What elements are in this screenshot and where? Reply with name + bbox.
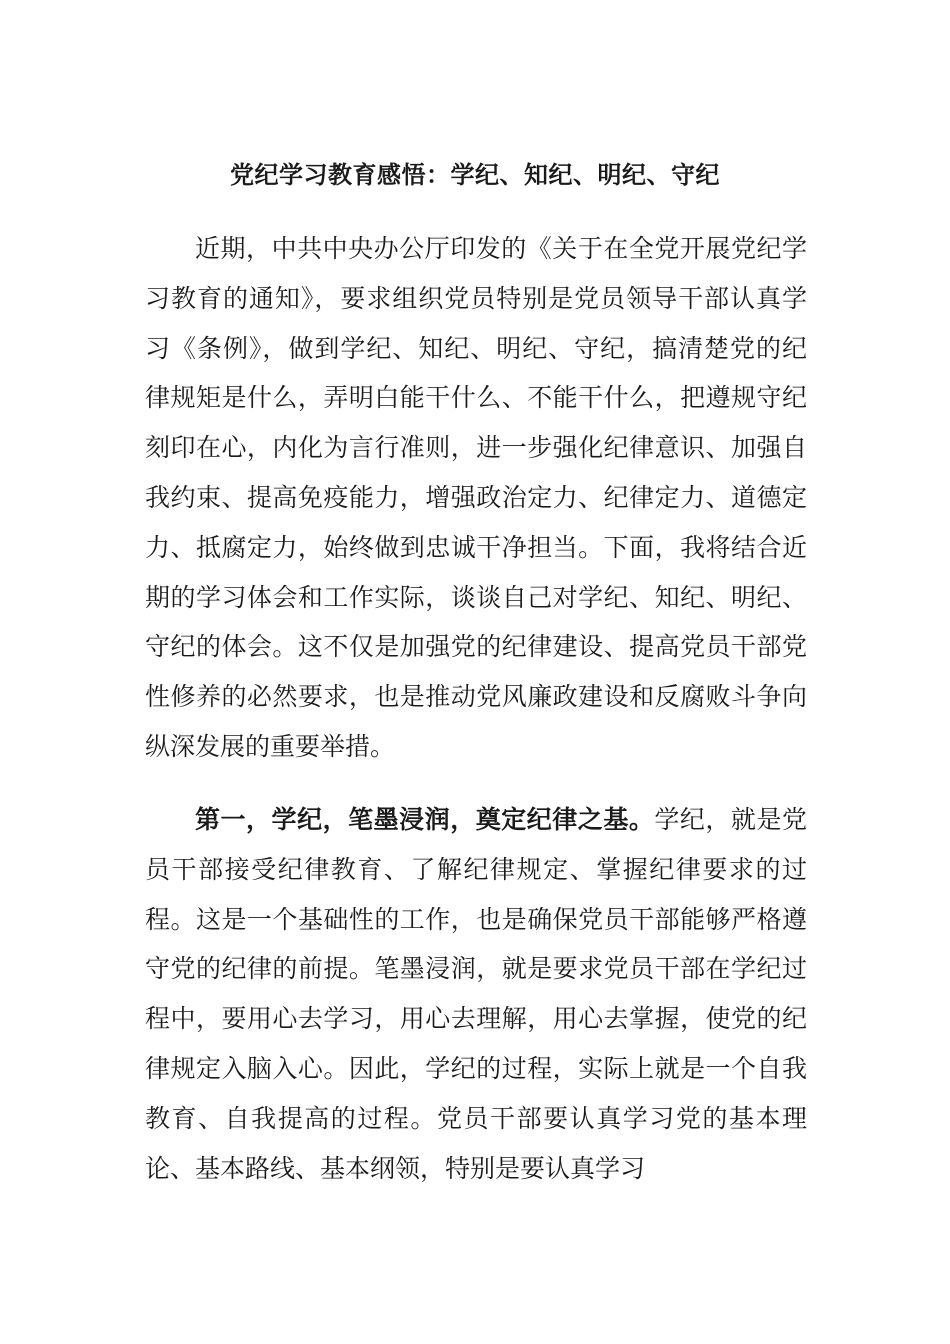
paragraph-intro: [145, 224, 807, 772]
paragraph-first-point-heading: 第一，学纪，笔墨浸润，奠定纪律之基。: [195, 805, 655, 834]
paragraph-first-point-text: 学纪，就是党员干部接受纪律教育、了解纪律规定、掌握纪律要求的过程。这是一个基础性的工作，也是确保党员干部能够严格遵守党的纪律的前提。笔墨浸润，就是要求党员干部在学纪过程中，要用心去学习，用心去理解，用心去掌握，使党的纪律规定入脑入心。因此，学纪的过程，实际上就是一个自我教育、自我提高的过程。党员干部要认真学习党的基本理论、基本路线、基本纲领，特别是要认真学习: [145, 805, 807, 1183]
paragraph-intro-text: 近期，中共中央办公厅印发的《关于在全党开展党纪学习教育的通知》，要求组织党员特别是党员领导干部认真学习《条例》，做到学纪、知纪、明纪、守纪，搞清楚党的纪律规矩是什么，弄明白能干什么、不能干什么，把遵规守纪刻印在心，内化为言行准则，进一步强化纪律意识、加强自我约束、提高免疫能力，增强政治定力、纪律定力、道德定力、抵腐定力，始终做到忠诚干净担当。下面，我将结合近期的学习体会和工作实际，谈谈自己对学纪、知纪、明纪、守纪的体会。这不仅是加强党的纪律建设、提高党员干部党性修养的必然要求，也是推动党风廉政建设和反腐败斗争向纵深发展的重要举措。: [145, 234, 807, 761]
paragraph-first-point: [145, 795, 807, 1193]
document-title: 党纪学习教育感悟：学纪、知纪、明纪、守纪: [230, 161, 720, 189]
